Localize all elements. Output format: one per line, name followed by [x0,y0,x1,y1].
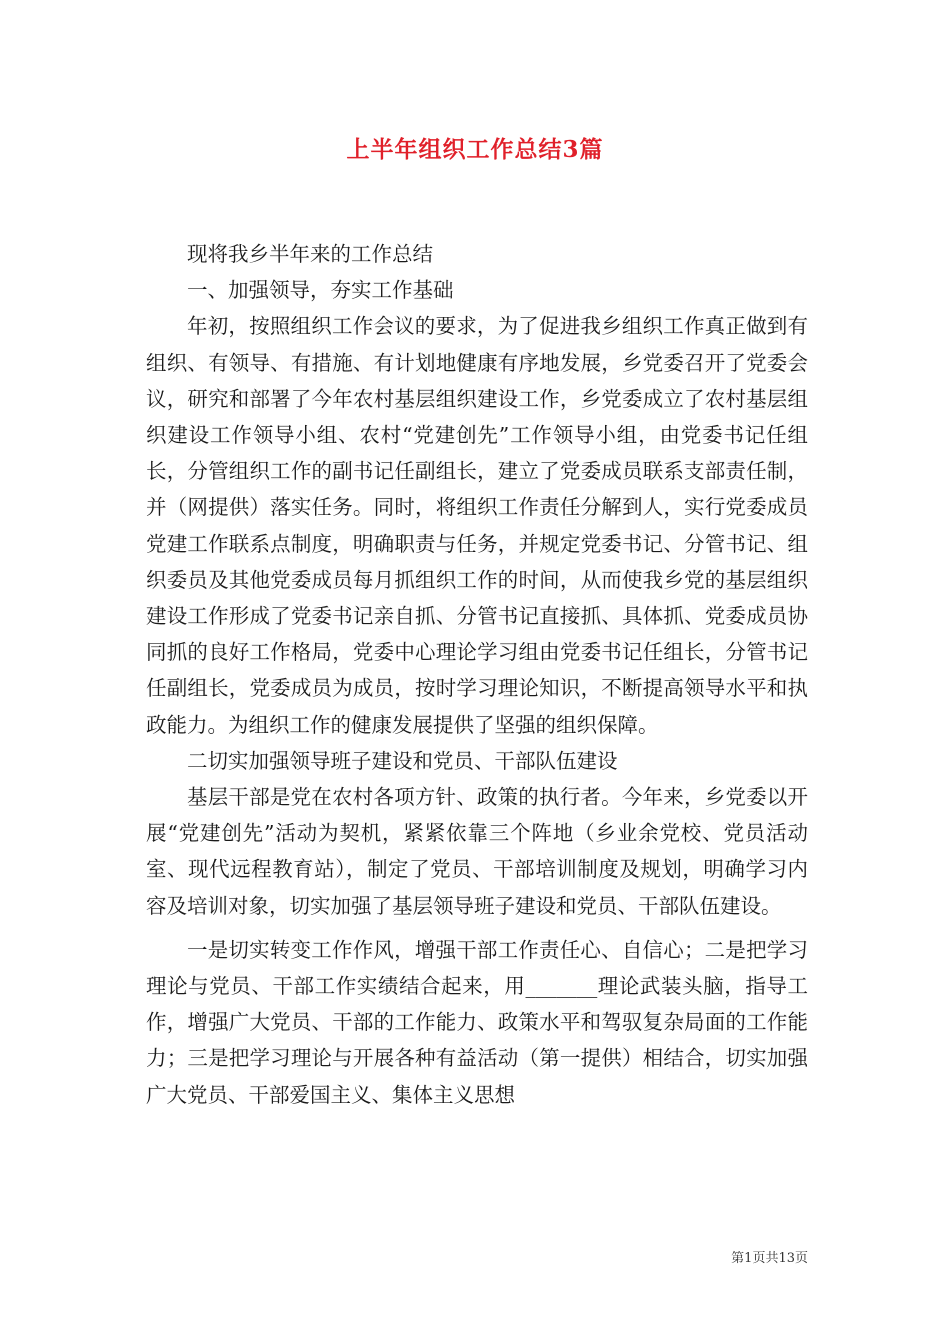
paragraph-heading-2: 二切实加强领导班子建设和党员、干部队伍建设 [187,748,618,773]
paragraph-intro: 现将我乡半年来的工作总结 [187,242,433,266]
document-body [146,236,808,1113]
page-number: 第1页共13页 [731,1251,808,1266]
paragraph-body-2: 基层干部是党在农村各项方针、政策的执行者。今年来，乡党委以开展“党建创先”活动为契机，紧紧依靠三个阵地（乡业余党校、党员活动室、现代远程教育站），制定了党员、干部培训制度及规划，明确学习内容及培训对象，切实加强了基层领导班子建设和党员、干部队伍建设。 [146,785,808,918]
paragraph-heading-1: 一、加强领导，夯实工作基础 [187,278,454,303]
paragraph-body-3: 一是切实转变工作作风，增强干部工作责任心、自信心；二是把学习理论与党员、干部工作实绩结合起来，用_______理论武装头脑，指导工作，增强广大党员、干部的工作能力、政策水平和驾驭复杂局面的工作能力；三是把学习理论与开展各种有益活动（第一提供）相结合，切实加强广大党员、干部爱国主义、集体主义思想 [146,937,808,1107]
document-title: 上半年组织工作总结3篇 [346,136,604,163]
paragraph-body-1: 年初，按照组织工作会议的要求，为了促进我乡组织工作真正做到有组织、有领导、有措施、有计划地健康有序地发展，乡党委召开了党委会议，研究和部署了今年农村基层组织建设工作，乡党委成立了农村基层组织建设工作领导小组、农村“党建创先”工作领导小组，由党委书记任组长，分管组织工作的副书记任副组长，建立了党委成员联系支部责任制，并（网提供）落实任务。同时，将组织工作责任分解到人，实行党委成员党建工作联系点制度，明确职责与任务，并规定党委书记、分管书记、组织委员及其他党委成员每月抓组织工作的时间，从而使我乡党的基层组织建设工作形成了党委书记亲自抓、分管书记直接抓、具体抓、党委成员协同抓的良好工作格局，党委中心理论学习组由党委书记任组长，分管书记任副组长，党委成员为成员，按时学习理论知识，不断提高领导水平和执政能力。为组织工作的健康发展提供了坚强的组织保障。 [146,314,808,737]
